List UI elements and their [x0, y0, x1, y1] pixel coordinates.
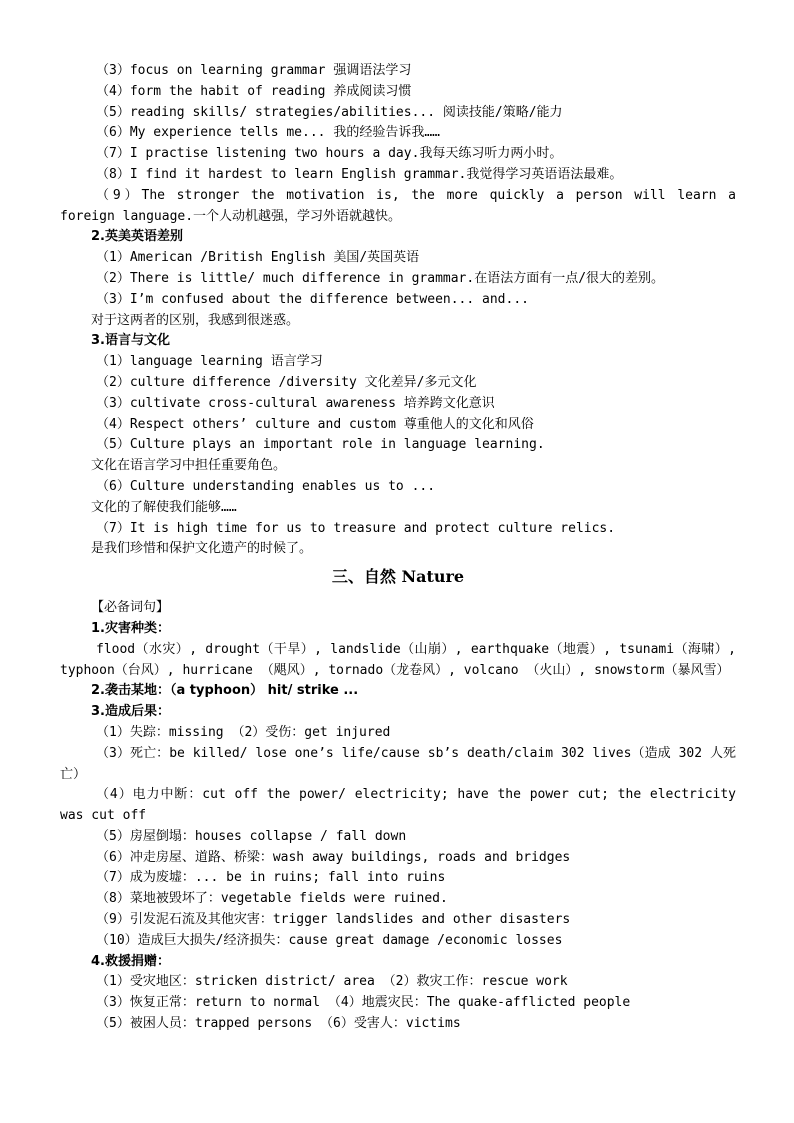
section-title: 三、自然 Nature — [331, 567, 465, 587]
list-item: （1）language learning 语言学习 — [96, 354, 323, 370]
list-item: （1）American /British English 美国/英国英语 — [96, 250, 420, 266]
list-item-translation: 是我们珍惜和保护文化遗产的时候了。 — [91, 541, 313, 557]
list-item: （6）Culture understanding enables us to ... — [96, 478, 436, 494]
list-item: （7）It is high time for us to treasure and protect culture relics. — [96, 520, 616, 536]
list-item: （5）reading skills/ strategies/abilities... 阅读技能/策略/能力 — [96, 104, 563, 120]
list-item: （8）菜地被毁坏了：vegetable fields were ruined. — [96, 891, 448, 907]
section-heading: 1.灾害种类： — [91, 620, 170, 636]
list-item: （7）I practise listening two hours a day.我每天练习听力两小时。 — [96, 146, 563, 162]
list-item: （4）Respect others’ culture and custom 尊重他人的文化和风俗 — [96, 416, 534, 432]
section-heading: 4.救援捐赠： — [91, 953, 170, 969]
list-item: （2）culture difference /diversity 文化差异/多元文化 — [96, 374, 477, 390]
list-item: （3）死亡：be killed/ lose one’s life/cause sb’s death/claim 302 lives（造成 302 人死亡） — [60, 745, 736, 782]
list-item: （10）造成巨大损失/经济损失：cause great damage /economic losses — [96, 932, 563, 948]
list-item: （9）The stronger the motivation is, the more quickly a person will learn a foreign language.一个人动机越强，学习外语就越快。 — [60, 187, 736, 224]
list-item: （6）My experience tells me... 我的经验告诉我…… — [96, 125, 440, 141]
list-item: （5）被困人员：trapped persons （6）受害人：victims — [96, 1016, 461, 1032]
list-item: （9）引发泥石流及其他灾害：trigger landslides and other disasters — [96, 912, 571, 928]
list-item-translation: 文化的了解使我们能够…… — [91, 499, 237, 515]
document-page — [60, 61, 736, 1035]
list-item: （1）受灾地区：stricken district/ area （2）救灾工作：rescue work — [96, 974, 568, 990]
list-item: （5）房屋倒塌：houses collapse / fall down — [96, 828, 407, 844]
list-item: （4）form the habit of reading 养成阅读习惯 — [96, 83, 412, 99]
list-item: （4）电力中断：cut off the power/ electricity; have the power cut; the electricity was cut off — [60, 787, 736, 824]
list-item: （2）There is little/ much difference in grammar.在语法方面有一点/很大的差别。 — [96, 270, 665, 286]
list-item: （7）成为废墟：... be in ruins; fall into ruins — [96, 870, 446, 886]
section-heading: 3.语言与文化 — [91, 333, 170, 349]
disaster-list: flood（水灾）, drought（干旱）, landslide（山崩）, earthquake（地震）, tsunami（海啸）, typhoon（台风）, hurricane （飓风）, tornado（龙卷风）, volcano （火山）, snowstorm（暴风雪） — [60, 641, 736, 678]
section-heading: 2.英美英语差别 — [91, 229, 183, 245]
list-item: （8）I find it hardest to learn English grammar.我觉得学习英语语法最难。 — [96, 166, 623, 182]
list-item: （1）失踪：missing （2）受伤：get injured — [96, 724, 391, 740]
list-item-translation: 对于这两者的区别，我感到很迷惑。 — [91, 312, 300, 328]
list-item: （3）恢复正常：return to normal （4）地震灾民：The quake-afflicted people — [96, 995, 631, 1011]
list-item-translation: 文化在语言学习中担任重要角色。 — [91, 458, 287, 474]
list-item: （3）focus on learning grammar 强调语法学习 — [96, 63, 412, 78]
list-item: （6）冲走房屋、道路、桥梁：wash away buildings, roads and bridges — [96, 849, 571, 865]
list-item: （5）Culture plays an important role in language learning. — [96, 437, 545, 453]
section-heading: 2.袭击某地：（a typhoon） hit/ strike ... — [91, 683, 359, 699]
list-item: （3）I’m confused about the difference between... and... — [96, 291, 529, 307]
subheading: 【必备词句】 — [91, 600, 170, 616]
section-heading: 3.造成后果： — [91, 704, 170, 720]
list-item: （3）cultivate cross-cultural awareness 培养跨文化意识 — [96, 395, 495, 411]
